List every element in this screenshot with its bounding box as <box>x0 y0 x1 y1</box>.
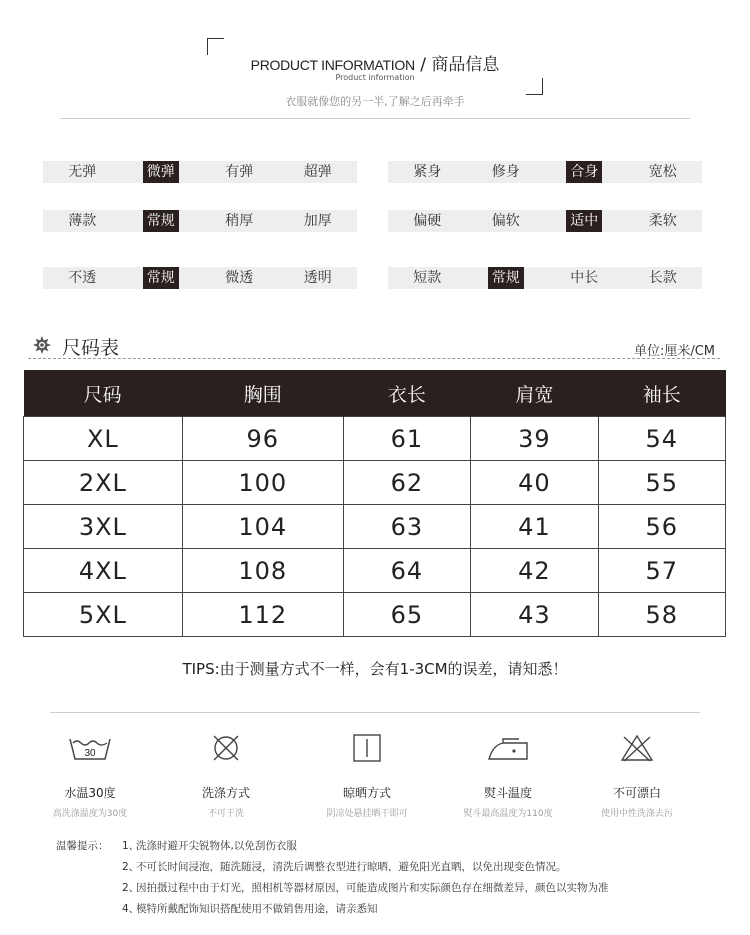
attr-option-label: 有弹 <box>225 164 254 180</box>
attr-row-elasticity <box>43 161 357 183</box>
title-cn: 商品信息 <box>431 55 500 75</box>
table-row <box>24 417 726 461</box>
size-chart-unit: 单位:厘米/CM <box>633 344 715 359</box>
table-cell: 55 <box>598 461 725 505</box>
attr-option <box>200 267 279 289</box>
attr-option-selected <box>545 161 624 183</box>
attr-option-selected <box>545 210 624 232</box>
title-separator: / <box>420 55 426 75</box>
care-item-wash <box>20 733 160 819</box>
header-length: 衣长 <box>343 370 470 417</box>
care-label: 熨斗温度 <box>483 786 532 800</box>
attr-option-selected <box>122 161 201 183</box>
note-row <box>56 835 609 856</box>
attr-option-label: 微透 <box>225 270 254 286</box>
table-cell: 43 <box>471 593 598 637</box>
table-cell: 108 <box>182 549 343 593</box>
attr-row-length <box>388 267 702 289</box>
table-cell: 56 <box>598 505 725 549</box>
note-text: 洗涤时避开尖锐物体,以免刮伤衣服 <box>136 840 297 852</box>
attr-option <box>467 210 546 232</box>
attr-option-label: 紧身 <box>413 164 442 180</box>
table-header-row <box>24 370 726 417</box>
attr-option-label: 超弹 <box>303 164 332 180</box>
note-number: 1、 <box>122 840 140 852</box>
table-cell: 65 <box>343 593 470 637</box>
note-number: 4、 <box>122 903 140 915</box>
attr-option <box>200 161 279 183</box>
care-sub: 阴凉处悬挂晒干即可 <box>326 809 408 819</box>
table-cell: 100 <box>182 461 343 505</box>
attr-option <box>388 161 467 183</box>
attr-option-label: 常规 <box>143 210 179 232</box>
note-number: 2、 <box>122 861 140 873</box>
attr-option-selected <box>122 210 201 232</box>
table-row <box>24 549 726 593</box>
wash-30-icon <box>67 733 113 763</box>
attr-row-thickness <box>43 210 357 232</box>
attr-option-label: 透明 <box>303 270 332 286</box>
attr-row-transparency <box>43 267 357 289</box>
attr-option <box>624 161 703 183</box>
table-cell: 112 <box>182 593 343 637</box>
attr-option <box>43 267 122 289</box>
table-cell: 64 <box>343 549 470 593</box>
attr-option <box>467 161 546 183</box>
table-cell: 4XL <box>24 549 183 593</box>
attr-row-softness <box>388 210 702 232</box>
attr-option <box>624 267 703 289</box>
attr-option <box>279 267 358 289</box>
care-label: 晾晒方式 <box>342 786 391 800</box>
attr-option <box>624 210 703 232</box>
attr-option-label: 稍厚 <box>225 213 254 229</box>
table-cell: 3XL <box>24 505 183 549</box>
table-cell: 61 <box>343 417 470 461</box>
attr-option <box>43 210 122 232</box>
note-number: 2、 <box>122 882 140 894</box>
attr-option-label: 长款 <box>648 270 677 286</box>
gear-icon <box>33 336 51 354</box>
note-row <box>56 856 609 877</box>
header-size: 尺码 <box>24 370 183 417</box>
header-chest: 胸围 <box>182 370 343 417</box>
attr-option-label: 修身 <box>491 164 520 180</box>
attr-option <box>279 210 358 232</box>
table-row <box>24 505 726 549</box>
attr-option-label: 短款 <box>413 270 442 286</box>
note-text: 模特所戴配饰知识搭配使用不做销售用途，请亲悉知 <box>136 903 378 915</box>
attr-option-label: 微弹 <box>143 161 179 183</box>
attr-option-label: 柔软 <box>648 213 677 229</box>
attr-option-selected <box>467 267 546 289</box>
attr-option-label: 宽松 <box>648 164 677 180</box>
divider <box>50 712 700 713</box>
table-row <box>24 593 726 637</box>
attr-option <box>545 267 624 289</box>
attr-option <box>200 210 279 232</box>
note-row <box>56 898 609 919</box>
size-table <box>23 370 726 637</box>
no-dryclean-icon <box>203 733 249 763</box>
table-cell: 5XL <box>24 593 183 637</box>
attr-option <box>279 161 358 183</box>
table-row <box>24 461 726 505</box>
table-cell: 40 <box>471 461 598 505</box>
wash-temp-badge: 30 <box>84 748 96 759</box>
page-tagline: 衣服就像您的另一半,了解之后再牵手 <box>285 95 465 108</box>
attr-option <box>43 161 122 183</box>
notes-title: 温馨提示： <box>56 840 109 852</box>
table-cell: XL <box>24 417 183 461</box>
care-item-dry <box>297 733 437 819</box>
attr-option-selected <box>122 267 201 289</box>
hang-dry-icon <box>344 733 390 763</box>
table-cell: 104 <box>182 505 343 549</box>
care-sub: 不可干洗 <box>207 809 244 819</box>
table-cell: 39 <box>471 417 598 461</box>
table-cell: 57 <box>598 549 725 593</box>
table-cell: 54 <box>598 417 725 461</box>
care-sub: 高洗涤温度为30度 <box>52 809 128 819</box>
size-chart-title: 尺码表 <box>62 337 120 359</box>
attr-option <box>388 210 467 232</box>
care-label: 水温30度 <box>64 786 116 800</box>
care-label: 洗涤方式 <box>201 786 250 800</box>
table-cell: 58 <box>598 593 725 637</box>
care-item-dryclean <box>156 733 296 819</box>
attr-option-label: 偏软 <box>491 213 520 229</box>
table-cell: 96 <box>182 417 343 461</box>
attr-option-label: 加厚 <box>303 213 332 229</box>
attr-option-label: 合身 <box>566 161 602 183</box>
attr-option-label: 薄款 <box>68 213 97 229</box>
page-title <box>200 50 550 75</box>
table-cell: 2XL <box>24 461 183 505</box>
note-text: 不可长时间浸泡，随洗随浸，清洗后调整衣型进行晾晒，避免阳光直晒，以免出现变色情况。 <box>136 861 567 873</box>
care-item-iron <box>438 733 578 819</box>
attr-option-label: 中长 <box>570 270 599 286</box>
attr-row-fit <box>388 161 702 183</box>
table-cell: 42 <box>471 549 598 593</box>
divider <box>60 118 690 119</box>
iron-icon <box>485 733 531 763</box>
attr-option-label: 常规 <box>143 267 179 289</box>
care-sub: 熨斗最高温度为110度 <box>463 809 553 819</box>
attr-option <box>388 267 467 289</box>
table-cell: 63 <box>343 505 470 549</box>
no-bleach-icon <box>614 733 660 763</box>
care-label: 不可漂白 <box>612 786 661 800</box>
dashed-divider <box>28 358 720 359</box>
header-shoulder: 肩宽 <box>471 370 598 417</box>
table-cell: 41 <box>471 505 598 549</box>
attr-option-label: 适中 <box>566 210 602 232</box>
attr-option-label: 不透 <box>68 270 97 286</box>
attr-option-label: 偏硬 <box>413 213 442 229</box>
page-subtitle: Product information <box>335 73 415 82</box>
title-en: PRODUCT INFORMATION <box>250 57 415 73</box>
care-notes <box>56 835 609 919</box>
attr-option-label: 无弹 <box>68 164 97 180</box>
tips-text: TIPS:由于测量方式不一样，会有1-3CM的误差，请知悉！ <box>182 660 568 678</box>
note-row <box>56 877 609 898</box>
table-cell: 62 <box>343 461 470 505</box>
care-item-bleach <box>567 733 707 819</box>
attr-option-label: 常规 <box>488 267 524 289</box>
header-sleeve: 袖长 <box>598 370 725 417</box>
note-text: 因拍摄过程中由于灯光，照相机等器材原因，可能造成图片和实际颜色存在细微差异，颜色以实物为准 <box>136 882 609 894</box>
care-sub: 使用中性洗涤去污 <box>600 809 673 819</box>
